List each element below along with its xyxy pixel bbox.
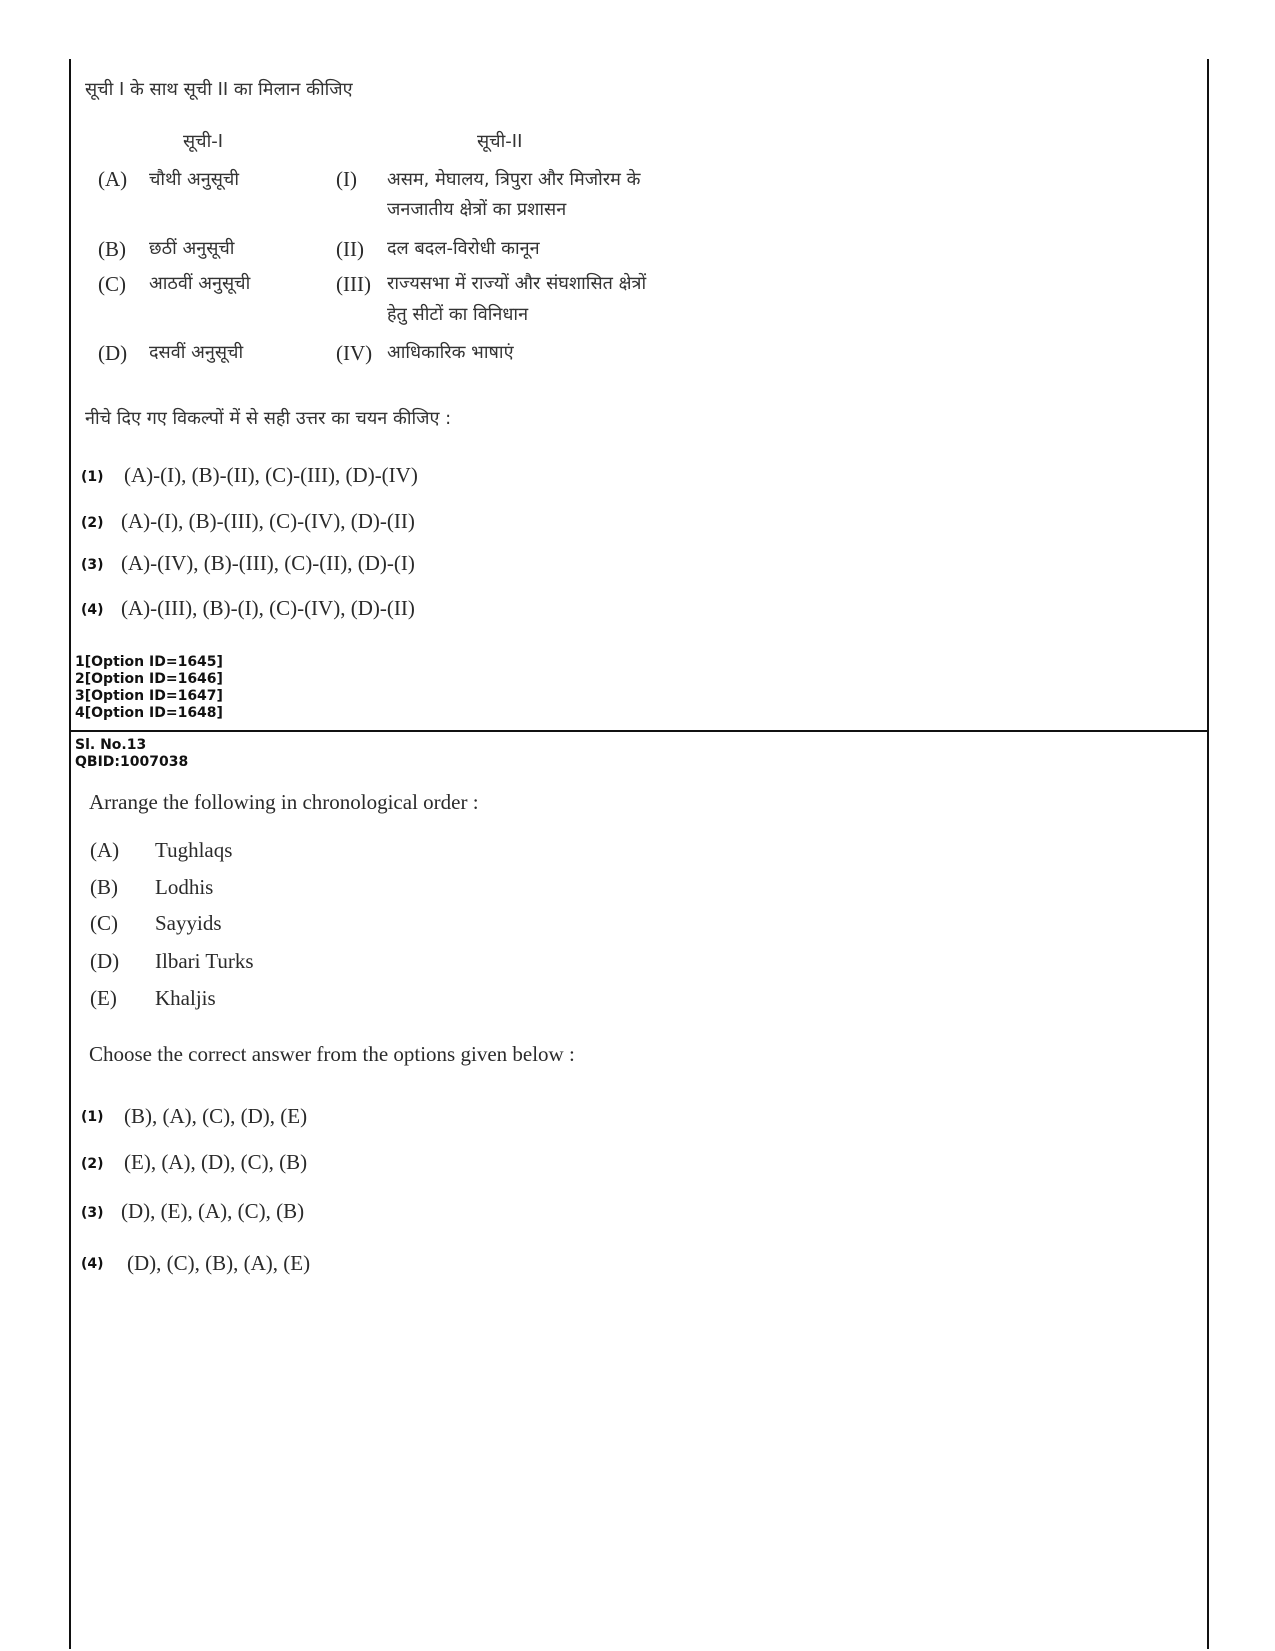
- q12-option-number: (3): [81, 557, 104, 573]
- q12-choose-instruction: नीचे दिए गए विकल्पों में से सही उत्तर का चयन कीजिए :: [85, 408, 452, 429]
- q13-option-2[interactable]: (E), (A), (D), (C), (B): [124, 1150, 308, 1174]
- option-id-line: 4[Option ID=1648]: [75, 705, 223, 721]
- q13-option-number: (1): [81, 1109, 104, 1125]
- q13-item-label: (D): [90, 949, 120, 973]
- q13-item-label: (E): [90, 986, 117, 1010]
- q12-row-roman: (IV): [336, 341, 373, 365]
- q12-option-1[interactable]: (A)-(I), (B)-(II), (C)-(III), (D)-(IV): [124, 463, 418, 487]
- q13-choose-instruction: Choose the correct answer from the options given below :: [89, 1042, 575, 1066]
- q12-row-left: दसवीं अनुसूची: [149, 342, 244, 363]
- option-id-line: 3[Option ID=1647]: [75, 688, 223, 704]
- q12-col1-header: सूची-I: [183, 131, 224, 152]
- option-id-line: 1[Option ID=1645]: [75, 654, 223, 670]
- q12-option-number: (2): [81, 515, 104, 531]
- q13-option-1[interactable]: (B), (A), (C), (D), (E): [124, 1104, 308, 1128]
- q13-item-text: Ilbari Turks: [155, 949, 254, 973]
- page-border-left: [69, 59, 71, 1649]
- q12-option-number: (4): [81, 602, 104, 618]
- page-border-right: [1207, 59, 1209, 1649]
- question-divider: [69, 730, 1209, 732]
- q12-row-roman: (III): [336, 272, 371, 296]
- q12-option-2[interactable]: (A)-(I), (B)-(III), (C)-(IV), (D)-(II): [121, 509, 415, 533]
- q12-row-right: असम, मेघालय, त्रिपुरा और मिजोरम के: [387, 169, 641, 190]
- q12-option-4[interactable]: (A)-(III), (B)-(I), (C)-(IV), (D)-(II): [121, 596, 415, 620]
- q12-row-label: (A): [98, 167, 128, 191]
- q12-option-3[interactable]: (A)-(IV), (B)-(III), (C)-(II), (D)-(I): [121, 551, 415, 575]
- q12-row-left: आठवीं अनुसूची: [149, 273, 251, 294]
- q12-row-right: दल बदल-विरोधी कानून: [387, 238, 540, 259]
- q13-item-label: (B): [90, 875, 118, 899]
- serial-number: Sl. No.13: [75, 737, 147, 753]
- q13-option-3[interactable]: (D), (E), (A), (C), (B): [121, 1199, 305, 1223]
- q12-row-roman: (I): [336, 167, 357, 191]
- q13-option-number: (2): [81, 1156, 104, 1172]
- q12-row-left: छठीं अनुसूची: [149, 238, 235, 259]
- q13-item-text: Sayyids: [155, 911, 222, 935]
- qbid: QBID:1007038: [75, 754, 189, 770]
- q12-col2-header: सूची-II: [477, 131, 523, 152]
- q12-row-right: राज्यसभा में राज्यों और संघशासित क्षेत्रों: [387, 273, 647, 294]
- q13-item-label: (A): [90, 838, 120, 862]
- q12-row-label: (D): [98, 341, 128, 365]
- q12-row-roman: (II): [336, 237, 364, 261]
- q12-option-number: (1): [81, 469, 104, 485]
- q12-row-right-cont: जनजातीय क्षेत्रों का प्रशासन: [387, 199, 567, 220]
- q13-option-4[interactable]: (D), (C), (B), (A), (E): [127, 1251, 311, 1275]
- q13-instruction: Arrange the following in chronological order :: [89, 790, 479, 814]
- q13-option-number: (3): [81, 1205, 104, 1221]
- q12-row-right-cont: हेतु सीटों का विनिधान: [387, 304, 529, 325]
- q12-row-right: आधिकारिक भाषाएं: [387, 342, 514, 363]
- q12-row-label: (C): [98, 272, 126, 296]
- option-id-line: 2[Option ID=1646]: [75, 671, 223, 687]
- q12-row-left: चौथी अनुसूची: [149, 169, 239, 190]
- q13-item-text: Tughlaqs: [155, 838, 233, 862]
- q13-option-number: (4): [81, 1256, 104, 1272]
- q12-instruction: सूची I के साथ सूची II का मिलान कीजिए: [85, 79, 353, 100]
- q13-item-text: Lodhis: [155, 875, 214, 899]
- q12-row-label: (B): [98, 237, 126, 261]
- q13-item-label: (C): [90, 911, 118, 935]
- q13-item-text: Khaljis: [155, 986, 216, 1010]
